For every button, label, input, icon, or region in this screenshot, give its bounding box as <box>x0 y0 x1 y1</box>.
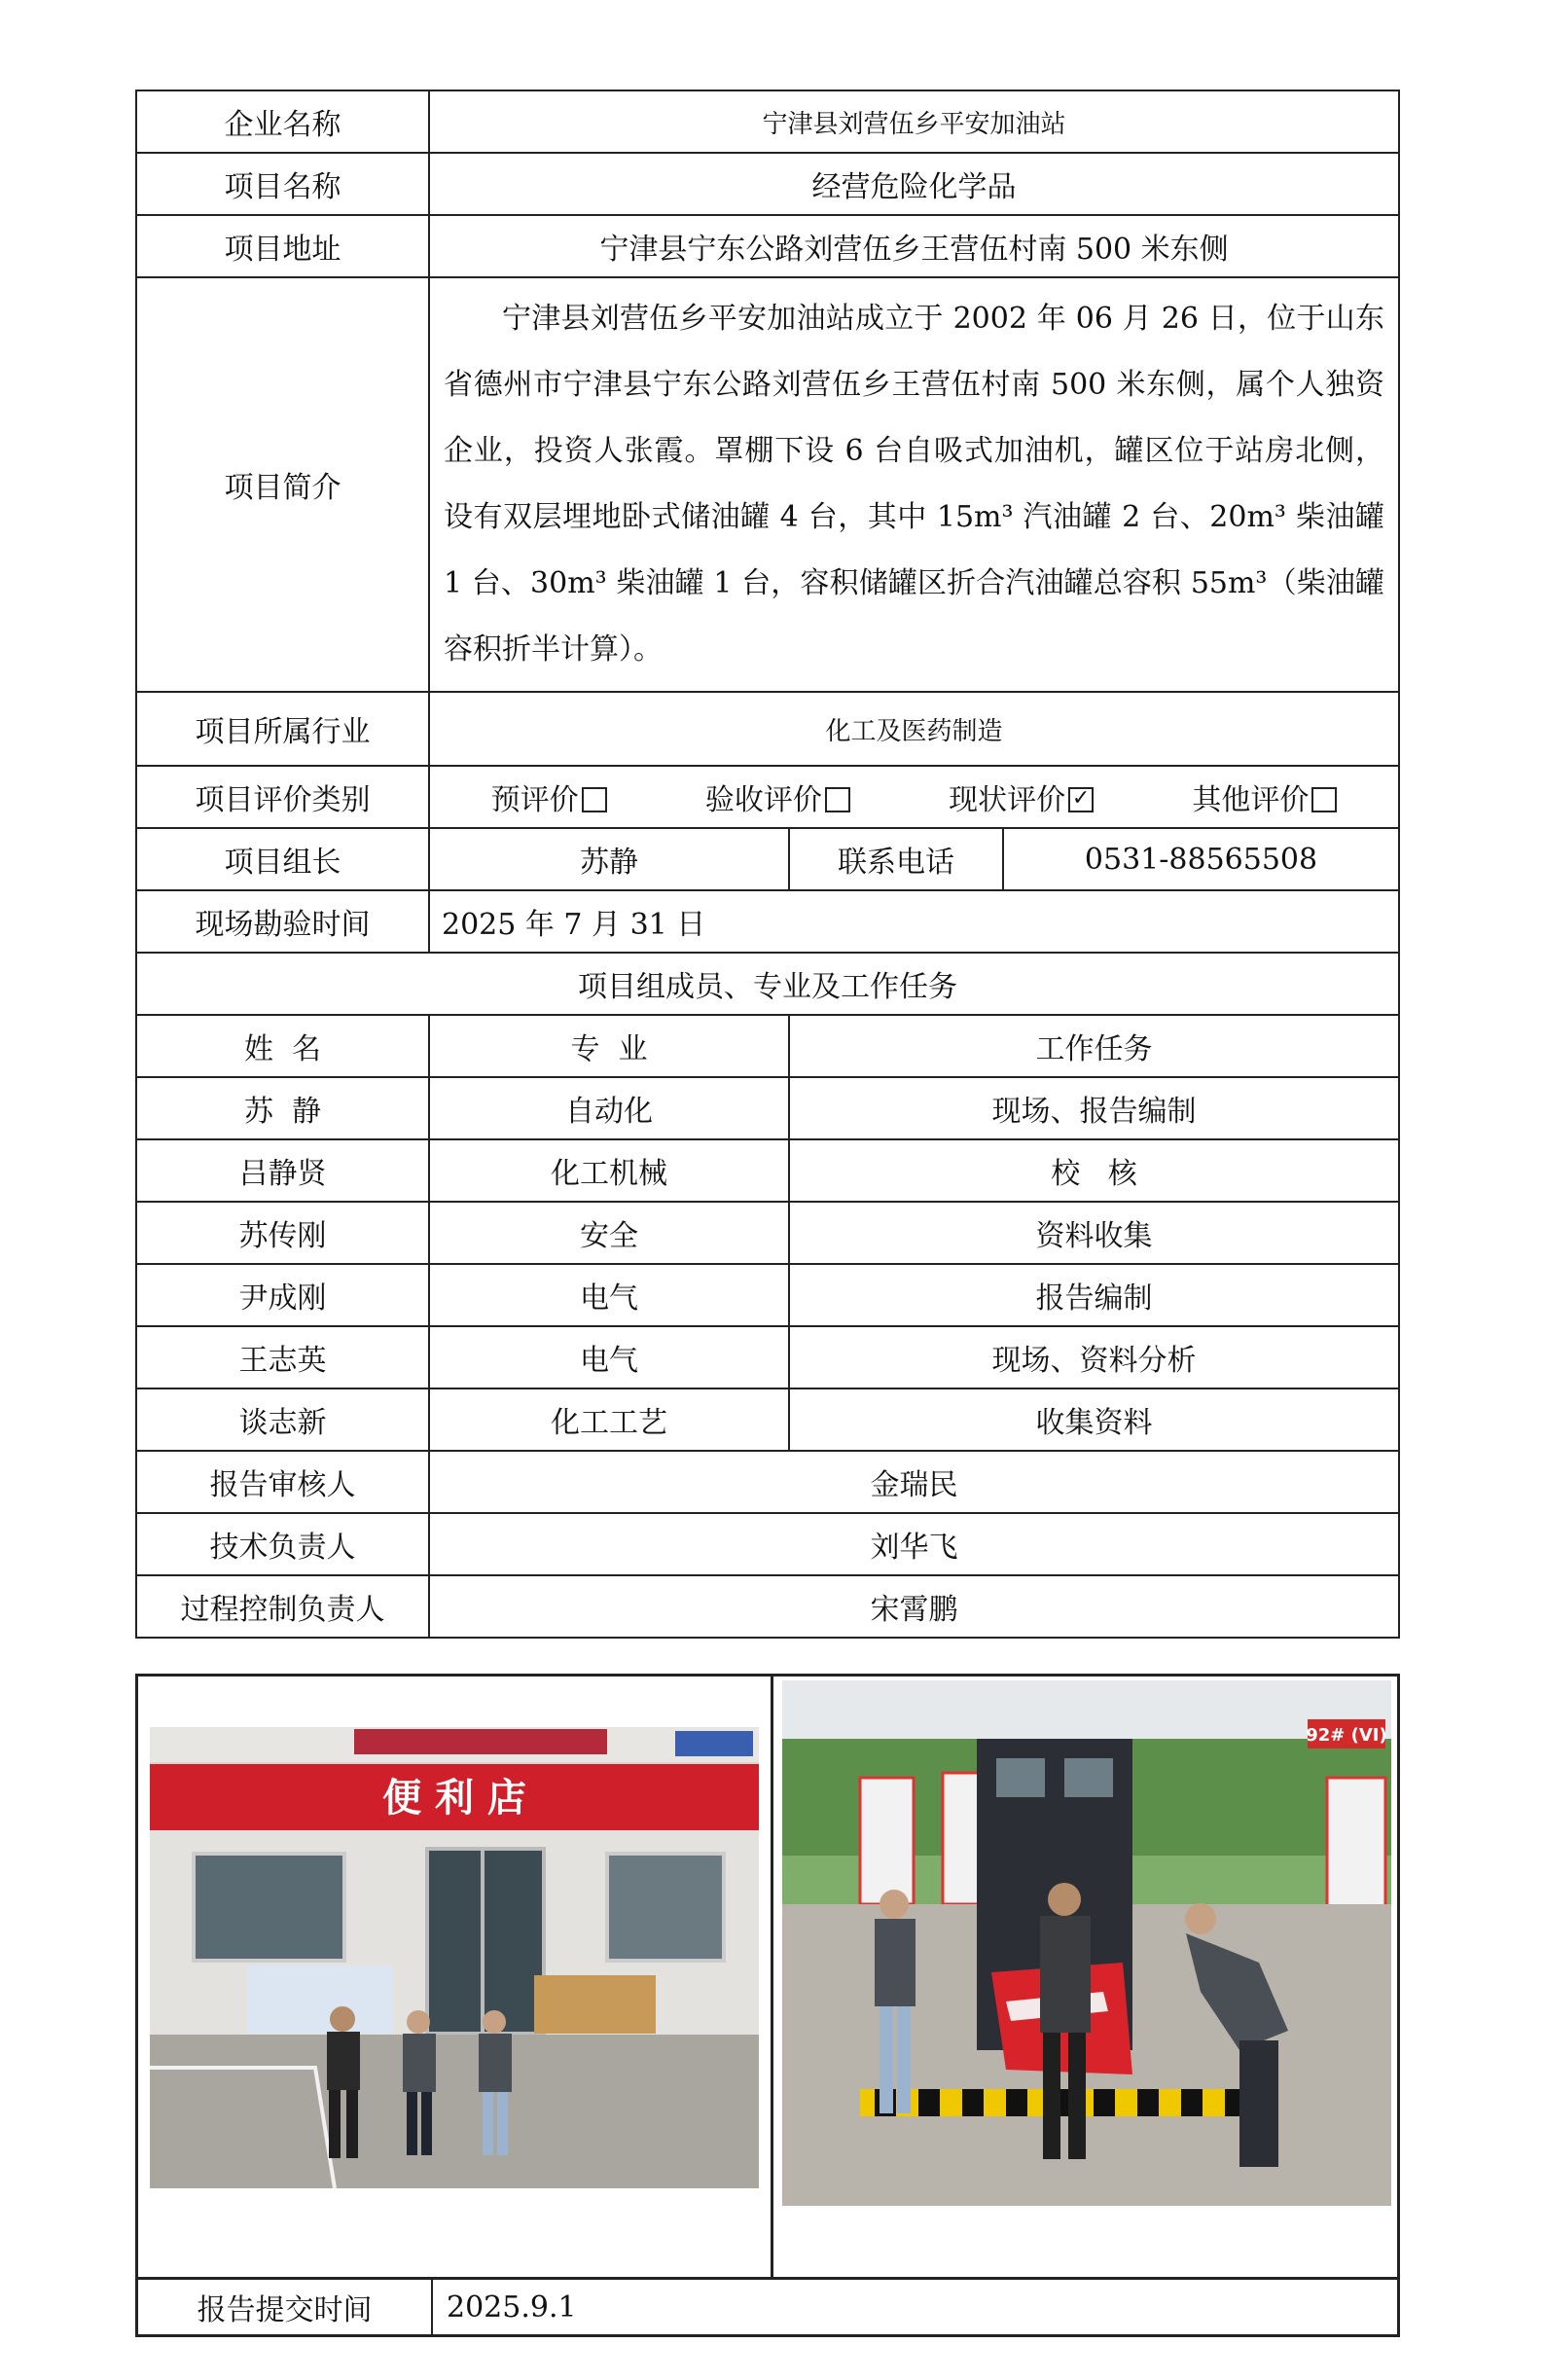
report-info-table <box>135 90 1400 1016</box>
members-header-task: 工作任务 <box>789 1015 1399 1077</box>
member-major: 电气 <box>429 1326 789 1388</box>
pump-sign-text: 92# (VI) <box>1306 1725 1387 1746</box>
project-label: 项目名称 <box>136 153 429 215</box>
store-sign-text: 便 利 店 <box>382 1776 526 1821</box>
process-value: 宋霄鹏 <box>429 1575 1399 1638</box>
checkbox-icon <box>1311 787 1337 812</box>
submit-label: 报告提交时间 <box>138 2280 433 2334</box>
submit-value: 2025.9.1 <box>447 2290 577 2325</box>
member-name: 尹成刚 <box>136 1264 429 1326</box>
eval-option-current: 现状评价 ✓ <box>949 775 1094 818</box>
table-row <box>136 1202 1399 1264</box>
member-task: 收集资料 <box>789 1388 1399 1451</box>
member-name: 苏传刚 <box>136 1202 429 1264</box>
members-table <box>135 1014 1400 1452</box>
reviewer-value: 金瑞民 <box>429 1451 1399 1513</box>
members-header-major: 专 业 <box>429 1015 789 1077</box>
project-value: 经营危险化学品 <box>429 153 1399 215</box>
leader-value: 苏静 <box>429 828 789 890</box>
eval-options <box>429 766 1399 828</box>
tech-value: 刘华飞 <box>429 1513 1399 1575</box>
member-major: 电气 <box>429 1264 789 1326</box>
store-photo <box>150 1727 759 2188</box>
member-name: 王志英 <box>136 1326 429 1388</box>
member-name: 谈志新 <box>136 1388 429 1451</box>
intro-value <box>429 277 1399 692</box>
address-label: 项目地址 <box>136 215 429 277</box>
photo-divider <box>771 1677 773 2277</box>
company-value: 宁津县刘营伍乡平安加油站 <box>429 90 1399 153</box>
company-label: 企业名称 <box>136 90 429 153</box>
store-photo-image <box>150 1727 759 2188</box>
member-task: 报告编制 <box>789 1264 1399 1326</box>
member-task: 资料收集 <box>789 1202 1399 1264</box>
submit-row <box>135 2277 1400 2337</box>
members-title: 项目组成员、专业及工作任务 <box>136 953 1399 1015</box>
eval-option-other: 其他评价 <box>1192 775 1337 818</box>
members-header-name: 姓 名 <box>136 1015 429 1077</box>
table-row <box>136 1264 1399 1326</box>
phone-label: 联系电话 <box>789 828 1003 890</box>
intro-text: 宁津县刘营伍乡平安加油站成立于 2002 年 06 月 26 日，位于山东省德州市宁津县宁东公路刘营伍乡王营伍村南 500 米东侧，属个人独资企业，投资人张霞。罩棚下设 6 台自吸式加油机，罐区位于站房北侧，设有双层埋地卧式储油罐 4 台，其中 15m³ 汽油罐 2 台、20m³ 柴油罐 1 台、30m³ 柴油罐 1 台，容积储罐区折合汽油罐总容积 55m³（柴油罐容积折半计算）。 <box>444 302 1384 667</box>
reviewer-label: 报告审核人 <box>136 1451 429 1513</box>
member-name: 吕静贤 <box>136 1139 429 1202</box>
table-row <box>136 1077 1399 1139</box>
checkbox-icon <box>825 787 850 812</box>
member-major: 化工机械 <box>429 1139 789 1202</box>
member-major: 自动化 <box>429 1077 789 1139</box>
signoff-table <box>135 1450 1400 1639</box>
table-row <box>136 1326 1399 1388</box>
pump-photo <box>782 1680 1391 2206</box>
report-info-table-wrapper <box>135 90 1400 1639</box>
members-header-row <box>136 1015 1399 1077</box>
member-major: 化工工艺 <box>429 1388 789 1451</box>
survey-label: 现场勘验时间 <box>136 890 429 953</box>
member-name: 苏 静 <box>136 1077 429 1139</box>
survey-value: 2025 年 7 月 31 日 <box>429 890 1399 953</box>
member-task: 现场、资料分析 <box>789 1326 1399 1388</box>
tech-label: 技术负责人 <box>136 1513 429 1575</box>
table-row <box>136 1139 1399 1202</box>
industry-value: 化工及医药制造 <box>429 692 1399 766</box>
process-label: 过程控制负责人 <box>136 1575 429 1638</box>
phone-value: 0531-88565508 <box>1003 828 1399 890</box>
intro-label: 项目简介 <box>136 277 429 692</box>
industry-label: 项目所属行业 <box>136 692 429 766</box>
eval-option-pre: 预评价 <box>491 775 607 818</box>
member-major: 安全 <box>429 1202 789 1264</box>
site-photos <box>135 1674 1400 2277</box>
leader-label: 项目组长 <box>136 828 429 890</box>
table-row <box>136 1388 1399 1451</box>
address-value: 宁津县宁东公路刘营伍乡王营伍村南 500 米东侧 <box>429 215 1399 277</box>
checkbox-icon <box>582 787 607 812</box>
eval-option-acceptance: 验收评价 <box>705 775 850 818</box>
checkbox-checked-icon: ✓ <box>1068 787 1094 812</box>
member-task: 校 核 <box>789 1139 1399 1202</box>
eval-label: 项目评价类别 <box>136 766 429 828</box>
pump-photo-image <box>782 1680 1391 2206</box>
member-task: 现场、报告编制 <box>789 1077 1399 1139</box>
